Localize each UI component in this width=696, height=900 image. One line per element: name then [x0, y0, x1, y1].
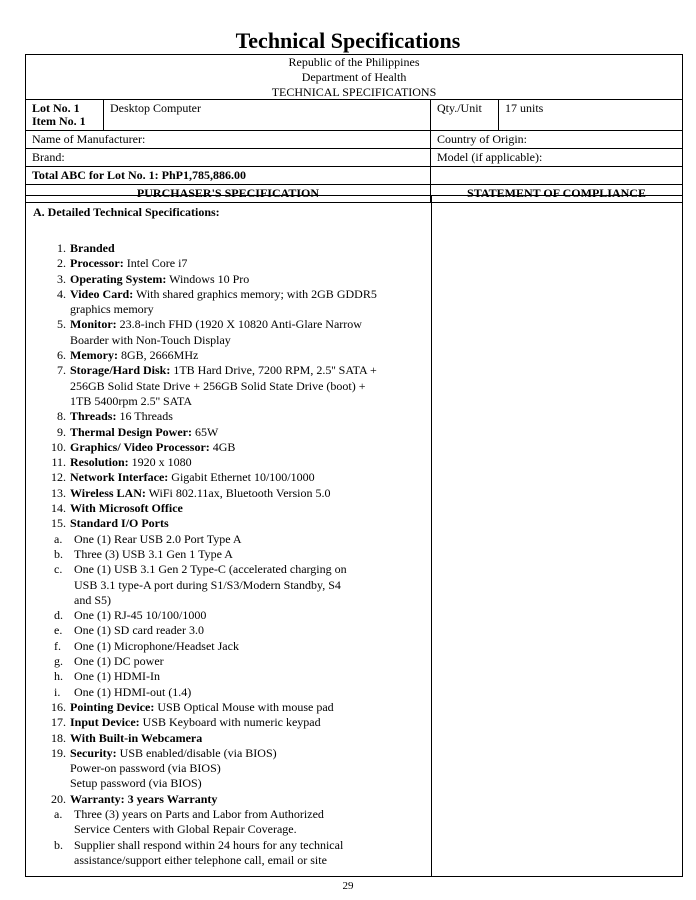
spec-item [26, 363, 426, 409]
spec-value-line: Boarder with Non-Touch Display [70, 332, 231, 347]
sub-letter: a. [54, 531, 63, 546]
sub-text: One (1) DC power [74, 654, 164, 669]
spec-item [26, 272, 426, 287]
sub-text: Service Centers with Global Repair Coverage. [74, 822, 297, 837]
sub-item [26, 547, 426, 562]
model-field: Model (if applicable): [431, 149, 683, 167]
spec-value: 16 Threads [116, 409, 173, 424]
spec-item [26, 287, 426, 318]
sub-text: One (1) Microphone/Headset Jack [74, 638, 239, 653]
sub-text: One (1) RJ-45 10/100/1000 [74, 608, 207, 623]
spec-number: 13. [51, 485, 66, 500]
spec-label: Graphics/ Video Processor: [70, 439, 210, 454]
spec-value-line: Setup password (via BIOS) [70, 776, 202, 791]
sub-item [26, 654, 426, 669]
spec-label: Input Device: [70, 715, 140, 730]
header-line: TECHNICAL SPECIFICATIONS [271, 85, 437, 99]
spec-value: 8GB, 2666MHz [117, 348, 199, 363]
sub-letter: i. [54, 684, 61, 699]
spec-item [26, 715, 426, 730]
sub-item [26, 807, 426, 838]
spec-label: Security: [70, 745, 117, 760]
sub-text: USB 3.1 type-A port during S1/S3/Modern Standby, S4 [74, 577, 341, 592]
spec-number: 15. [51, 516, 66, 531]
spec-number: 3. [57, 271, 66, 286]
item-label: Item No. 1 [32, 114, 86, 128]
spec-number: 5. [57, 317, 66, 332]
spec-value-line: 256GB Solid State Drive + 256GB Solid State Drive (boot) + [70, 378, 366, 393]
spec-value: WiFi 802.11ax, Bluetooth Version 5.0 [145, 485, 331, 500]
sub-letter: f. [54, 638, 61, 653]
spec-label: Standard I/O Ports [70, 516, 169, 531]
spec-item [26, 455, 426, 470]
spec-number: 16. [51, 699, 66, 714]
spec-value-line: 1TB 5400rpm 2.5'' SATA [70, 393, 193, 408]
spec-item [26, 486, 426, 501]
spec-label: Operating System: [70, 271, 167, 286]
spec-label: Thermal Design Power: [70, 424, 192, 439]
spec-item [26, 470, 426, 485]
spec-number: 17. [51, 715, 66, 730]
sub-text: One (1) HDMI-In [74, 669, 160, 684]
sub-text: One (1) Rear USB 2.0 Port Type A [74, 531, 242, 546]
spec-value: 65W [191, 424, 219, 439]
sub-list [26, 807, 426, 868]
sub-letter: e. [54, 623, 63, 638]
spec-label: Threads: [70, 409, 117, 424]
spec-label: With Built-in Webcamera [70, 730, 203, 745]
spec-item [26, 792, 426, 868]
sub-item [26, 562, 426, 608]
specification-body [25, 195, 683, 877]
spec-item [26, 409, 426, 424]
spec-number: 11. [51, 455, 66, 470]
compliance-heading: STATEMENT OF COMPLIANCE [431, 185, 683, 203]
spec-value: With shared graphics memory; with 2GB GDDR5 [133, 286, 377, 301]
document-header [25, 54, 683, 100]
country-field: Country of Origin: [431, 131, 683, 149]
spec-value: 4GB [209, 439, 236, 454]
spec-item [26, 348, 426, 363]
spec-number: 9. [57, 424, 66, 439]
spec-label: Wireless LAN: [70, 485, 146, 500]
lot-label: Lot No. 1 [32, 101, 80, 115]
spec-label: Pointing Device: [70, 699, 155, 714]
spec-label: Memory: [70, 348, 118, 363]
purchaser-spec-heading: PURCHASER'S SPECIFICATION [26, 185, 431, 203]
spec-value-line: Power-on password (via BIOS) [70, 761, 221, 776]
spec-value: Windows 10 Pro [166, 271, 250, 286]
spec-value: 23.8-inch FHD (1920 X 10820 Anti-Glare Narrow [116, 317, 362, 332]
sub-item [26, 669, 426, 684]
spec-value: USB enabled/disable (via BIOS) [116, 745, 277, 760]
lot-description: Desktop Computer [104, 100, 431, 131]
spec-value: 1920 x 1080 [128, 455, 192, 470]
spec-number: 12. [51, 470, 66, 485]
sub-item [26, 639, 426, 654]
sub-text: Three (3) years on Parts and Labor from Authorized [74, 806, 324, 821]
spec-label: Warranty: 3 years Warranty [70, 791, 218, 806]
spec-item [26, 256, 426, 271]
sub-letter: g. [54, 654, 63, 669]
spec-label: Processor: [70, 256, 124, 271]
sub-item [26, 532, 426, 547]
sub-list [26, 532, 426, 700]
spec-number: 1. [57, 241, 66, 255]
lot-item-cell [26, 100, 104, 131]
spec-item [26, 317, 426, 348]
spec-number: 7. [57, 363, 66, 378]
spec-item [26, 700, 426, 715]
sub-text: assistance/support either telephone call, email or site [74, 852, 327, 867]
spec-value: 1TB Hard Drive, 7200 RPM, 2.5'' SATA + [170, 363, 377, 378]
spec-number: 18. [51, 730, 66, 745]
spec-item [26, 516, 426, 700]
sub-letter: a. [54, 806, 63, 821]
spec-item [26, 731, 426, 746]
spec-list [26, 241, 426, 868]
section-title: A. Detailed Technical Specifications: [33, 205, 220, 219]
page-title: Technical Specifications [235, 28, 461, 53]
manufacturer-field: Name of Manufacturer: [26, 131, 431, 149]
spec-item [26, 440, 426, 455]
lot-info-table [25, 99, 683, 203]
spec-number: 10. [51, 439, 66, 454]
qty-value: 17 units [499, 100, 683, 131]
spec-label: Resolution: [70, 455, 129, 470]
spec-label: Branded [70, 241, 115, 255]
spec-value: Gigabit Ethernet 10/100/1000 [168, 470, 315, 485]
spec-value: Intel Core i7 [123, 256, 188, 271]
sub-item [26, 838, 426, 869]
sub-letter: c. [54, 562, 63, 577]
spec-value: USB Optical Mouse with mouse pad [154, 699, 334, 714]
spec-value-line: graphics memory [70, 302, 154, 317]
sub-letter: d. [54, 608, 63, 623]
spec-label: Network Interface: [70, 470, 169, 485]
spec-number: 20. [51, 791, 66, 806]
sub-text: One (1) SD card reader 3.0 [74, 623, 204, 638]
sub-letter: b. [54, 546, 63, 561]
sub-item [26, 623, 426, 638]
sub-letter: b. [54, 837, 63, 852]
spec-number: 19. [51, 745, 66, 760]
column-divider [431, 196, 432, 876]
spec-label: Monitor: [70, 317, 117, 332]
spec-item [26, 746, 426, 792]
spec-item [26, 501, 426, 516]
spec-item [26, 425, 426, 440]
total-abc: Total ABC for Lot No. 1: PhP1,785,886.00 [26, 167, 431, 185]
page-number: 29 [342, 880, 354, 892]
brand-field: Brand: [26, 149, 431, 167]
spec-label: Video Card: [70, 286, 134, 301]
spec-value: USB Keyboard with numeric keypad [139, 715, 321, 730]
spec-number: 8. [57, 409, 66, 424]
spec-item [26, 241, 426, 256]
sub-letter: h. [54, 669, 63, 684]
sub-text: One (1) USB 3.1 Gen 2 Type-C (accelerated charging on [74, 562, 347, 577]
sub-text: and S5) [74, 592, 111, 607]
sub-text: Three (3) USB 3.1 Gen 1 Type A [74, 546, 233, 561]
spec-number: 14. [51, 501, 66, 516]
qty-label: Qty./Unit [431, 100, 499, 131]
header-line: Republic of the Philippines [288, 55, 420, 69]
sub-text: Supplier shall respond within 24 hours for any technical [74, 837, 344, 852]
spec-label: With Microsoft Office [70, 501, 183, 516]
header-line: Department of Health [301, 70, 407, 84]
spec-number: 6. [57, 348, 66, 363]
spec-number: 4. [57, 286, 66, 301]
spec-number: 2. [57, 256, 66, 271]
sub-item [26, 685, 426, 700]
sub-text: One (1) HDMI-out (1.4) [74, 684, 192, 699]
sub-item [26, 608, 426, 623]
spec-label: Storage/Hard Disk: [70, 363, 171, 378]
